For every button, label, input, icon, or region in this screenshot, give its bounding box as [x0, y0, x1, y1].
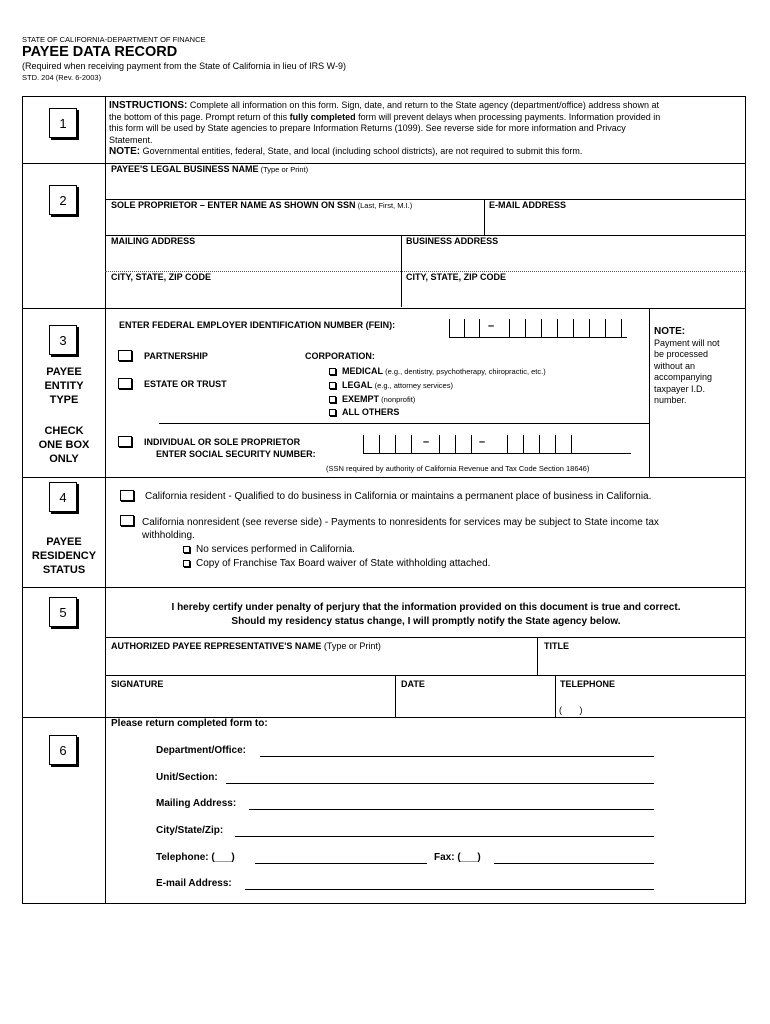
legal-hint: (e.g., attorney services) [372, 380, 453, 390]
return-email-label: E-mail Address: [156, 878, 232, 889]
nonresident-line-1: California nonresident (see reverse side) - Payments to nonresidents for services may be subject to State income tax [142, 517, 659, 528]
tin-note-line: number. [654, 395, 687, 405]
instructions-label: INSTRUCTIONS: [109, 100, 188, 111]
ssn-bottom-line [105, 477, 649, 478]
department-office-label: Department/Office: [156, 745, 247, 756]
certification-statement [107, 601, 745, 628]
instructions-line-1: Complete all information on this form. Sign, date, and return to the State agency (department/office) address shown at [189, 100, 659, 110]
instructions-block [109, 100, 741, 158]
legal-label: LEGAL [342, 379, 373, 390]
sole-prop-hint: (Last, First, M.I.) [355, 201, 413, 210]
tin-note-line: accompanying [654, 372, 713, 382]
individual-checkbox[interactable] [118, 436, 132, 447]
section-1-number: 1 [49, 108, 77, 138]
section-4-number: 4 [49, 482, 77, 512]
sole-prop-label [111, 200, 412, 210]
ssn-input[interactable] [363, 435, 631, 454]
exempt-label: EXEMPT [342, 393, 380, 404]
no-services-option[interactable] [183, 543, 490, 557]
return-fax-label: Fax: (___) [434, 852, 481, 863]
section-6-number: 6 [49, 735, 77, 765]
medical-option[interactable] [329, 365, 546, 379]
telephone-field[interactable]: ( ) [559, 705, 583, 715]
tin-note-line: be processed [654, 349, 709, 359]
estate-label: ESTATE OR TRUST [144, 379, 227, 389]
city-state-zip-label: CITY, STATE, ZIP CODE [111, 272, 212, 282]
mailing-address-field[interactable] [109, 248, 399, 270]
section-5-number: 5 [49, 597, 77, 627]
side-payee: PAYEE [46, 536, 82, 548]
return-telephone-label: Telephone: (___) [156, 852, 235, 863]
all-others-option[interactable] [329, 406, 546, 420]
tin-note-line: without an [654, 360, 696, 371]
unit-section-field[interactable] [226, 783, 654, 784]
legal-name-label [111, 164, 308, 174]
business-address-field[interactable] [404, 248, 739, 270]
tin-note [654, 326, 720, 407]
form-title: PAYEE DATA RECORD [22, 44, 178, 60]
row-divider [105, 675, 745, 676]
medical-checkbox[interactable] [329, 368, 336, 375]
medical-label: MEDICAL [342, 366, 383, 376]
business-city-label: CITY, STATE, ZIP CODE [406, 272, 507, 282]
mailing-address-label: MAILING ADDRESS [111, 236, 196, 246]
section-2-divider [23, 308, 745, 309]
fein-input[interactable] [449, 319, 627, 338]
section-2-number: 2 [49, 185, 77, 215]
ftb-waiver-checkbox[interactable] [183, 560, 190, 567]
estate-checkbox[interactable] [118, 378, 132, 389]
ftb-waiver-label: Copy of Franchise Tax Board waiver of State withholding attached. [196, 558, 491, 569]
ssn-note: (SSN required by authority of California Revenue and Tax Code Section 18646) [326, 464, 590, 473]
all-others-checkbox[interactable] [329, 409, 336, 416]
instructions-line-2c: form will prevent delays when processing payments. Information provided in [355, 111, 661, 122]
sole-prop-text: SOLE PROPRIETOR – ENTER NAME AS SHOWN ON SSN [111, 200, 356, 210]
telephone-divider [555, 675, 556, 717]
business-city-field[interactable] [404, 284, 739, 306]
tin-note-title: NOTE: [654, 326, 686, 337]
nonresident-line-2: withholding. [142, 530, 195, 541]
fein-label: ENTER FEDERAL EMPLOYER IDENTIFICATION NUMBER (FEIN): [119, 320, 396, 330]
side-residency: RESIDENCY [31, 550, 97, 562]
return-city-field[interactable] [235, 836, 654, 837]
return-fax-field[interactable] [494, 863, 654, 864]
rep-name-text: AUTHORIZED PAYEE REPRESENTATIVE'S NAME [111, 641, 322, 651]
form-id: STD. 204 (Rev. 6-2003) [22, 73, 102, 82]
all-others-label: ALL OTHERS [342, 407, 400, 418]
legal-option[interactable] [329, 379, 546, 393]
exempt-hint: (nonprofit) [379, 394, 416, 404]
no-services-label: No services performed in California. [196, 544, 355, 555]
entity-type-side-label [23, 365, 105, 466]
section-4-divider [23, 587, 745, 588]
legal-checkbox[interactable] [329, 382, 336, 389]
section-3-divider-left [23, 477, 105, 478]
title-field[interactable] [542, 653, 739, 675]
ftb-waiver-option[interactable] [183, 557, 490, 571]
return-mailing-field[interactable] [249, 809, 654, 810]
department-line: STATE OF CALIFORNIA-DEPARTMENT OF FINANCE [22, 35, 206, 44]
side-one-box: ONE BOX [38, 439, 90, 451]
nonresident-checkbox[interactable] [120, 515, 134, 526]
partnership-label: PARTNERSHIP [144, 351, 208, 361]
resident-label: California resident - Qualified to do business in California or maintains a permanent place of business in California. [145, 491, 652, 502]
side-payee: PAYEE [46, 366, 82, 378]
instructions-emphasis: fully completed [289, 111, 356, 122]
telephone-label: TELEPHONE [560, 679, 616, 689]
exempt-checkbox[interactable] [329, 396, 336, 403]
side-entity: ENTITY [44, 380, 84, 392]
legal-name-text: PAYEE'S LEGAL BUSINESS NAME [111, 164, 259, 174]
legal-name-hint: (Type or Print) [258, 165, 309, 174]
date-divider [395, 675, 396, 717]
individual-label: INDIVIDUAL OR SOLE PROPRIETOR [144, 437, 301, 447]
corporation-label: CORPORATION: [305, 351, 375, 361]
form-subtitle: (Required when receiving payment from the State of California in lieu of IRS W-9) [22, 61, 346, 71]
tin-note-line: taxpayer I.D. [654, 383, 706, 394]
side-only: ONLY [49, 453, 79, 465]
signature-label: SIGNATURE [111, 679, 164, 689]
medical-hint: (e.g., dentistry, psychotherapy, chiropractic, etc.) [383, 367, 546, 376]
rep-name-hint: (Type or Print) [321, 641, 381, 651]
note-column-divider [649, 308, 650, 477]
email-divider [484, 199, 485, 235]
ssn-dash-2: – [479, 436, 486, 448]
nonresident-options [183, 543, 490, 571]
date-label: DATE [401, 679, 425, 689]
side-type: TYPE [49, 394, 79, 406]
instructions-line-3: this form will be used by State agencies to prepare Information Returns (1099). See reverse side for more information and Privacy [109, 123, 626, 133]
fein-dash: – [488, 320, 495, 332]
date-field[interactable] [399, 691, 553, 713]
business-address-label: BUSINESS ADDRESS [406, 236, 499, 246]
return-telephone-field[interactable] [255, 863, 427, 864]
certify-line-2: Should my residency status change, I will promptly notify the State agency below. [231, 615, 621, 627]
instructions-line-2a: the bottom of this page. Prompt return of this [109, 111, 290, 122]
title-divider [537, 637, 538, 675]
unit-section-label: Unit/Section: [156, 772, 218, 783]
side-check: CHECK [44, 425, 84, 437]
department-office-field[interactable] [260, 756, 654, 757]
side-status: STATUS [42, 564, 86, 576]
partnership-checkbox[interactable] [118, 350, 132, 361]
return-email-field[interactable] [245, 889, 654, 890]
tin-note-line: Payment will not [654, 337, 720, 348]
return-city-label: City/State/Zip: [156, 825, 224, 836]
note-text: Governmental entities, federal, State, and local (including school districts), are not required to submit this form. [140, 146, 583, 156]
email-field[interactable] [487, 212, 739, 234]
no-services-checkbox[interactable] [183, 546, 190, 553]
residency-side-label [23, 535, 105, 577]
section-3-divider-right [649, 477, 745, 478]
entity-divider [159, 423, 649, 424]
note-label: NOTE: [109, 146, 141, 157]
ssn-label: ENTER SOCIAL SECURITY NUMBER: [156, 449, 316, 459]
legal-name-field[interactable] [109, 175, 739, 197]
rep-name-field[interactable] [109, 653, 533, 675]
nonresident-label [142, 516, 659, 542]
signature-field[interactable] [109, 691, 393, 713]
corporation-options [329, 365, 546, 420]
email-label: E-MAIL ADDRESS [489, 200, 567, 210]
exempt-option[interactable] [329, 393, 546, 407]
section-3-number: 3 [49, 325, 77, 355]
certify-line-1: I hereby certify under penalty of perjury that the information provided on this document is true and correct. [171, 602, 681, 613]
resident-checkbox[interactable] [120, 490, 134, 501]
sole-prop-field[interactable] [109, 212, 479, 234]
rep-name-label [111, 641, 381, 651]
title-label: TITLE [544, 641, 569, 651]
city-state-zip-field[interactable] [109, 284, 399, 306]
return-label: Please return completed form to: [111, 718, 268, 729]
row-divider [105, 637, 745, 638]
payee-form [22, 96, 746, 904]
return-mailing-label: Mailing Address: [156, 798, 237, 809]
ssn-dash-1: – [423, 436, 430, 448]
left-column-divider [105, 97, 106, 904]
instructions-line-4: Statement. [109, 134, 153, 145]
